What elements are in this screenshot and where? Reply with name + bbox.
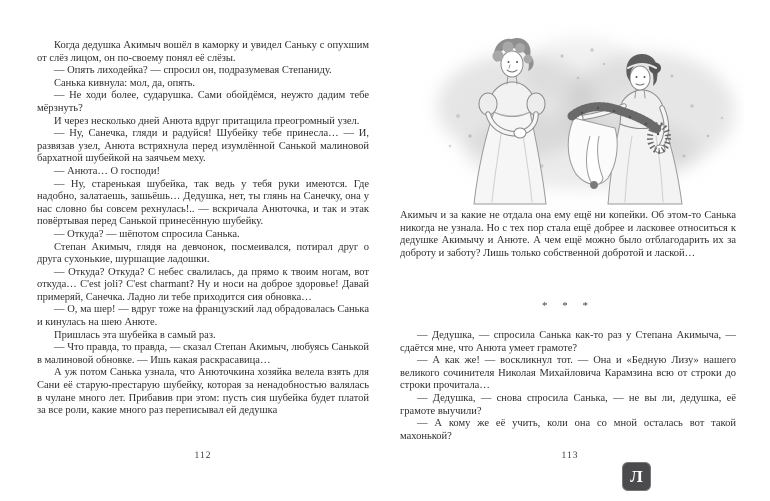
paragraph: Санька кивнула: мол, да, опять. bbox=[54, 77, 196, 89]
section-separator: * * * bbox=[542, 300, 594, 312]
paragraph: — Анюта… О господи! bbox=[54, 165, 160, 177]
paragraph: — Что правда, то правда, — сказал Степан Акимыч, любуясь Санькой в малиновой обновке. — Ишь какая раскрасавица… bbox=[37, 342, 369, 366]
watermark-logo bbox=[622, 462, 651, 491]
paragraph: Степан Акимыч, глядя на девчонок, посмеивался, потирал друг о друга сухонькие, шуршащие ладошки. bbox=[37, 241, 369, 266]
paragraph: — Дедушка, — снова спросила Санька, — не вы ли, дедушка, её грамоте выучили? bbox=[400, 392, 736, 417]
right-page-text-bottom bbox=[400, 330, 736, 443]
paragraph: А уж потом Санька узнала, что Анюточкина хозяйка велела взять для Сани её старую-престарую шубейку, которая за ненадобностью валялась в чулане много лет. Прибавив при этом: пусть сия шубейка будет платой за все роли, какие много раз переписывал ей дедушка bbox=[37, 367, 369, 417]
paragraph: — О, ма шер! — вдруг тоже на французский лад обрадовалась Санька и кинулась на шею Анюте. bbox=[37, 304, 369, 329]
paragraph: — Не ходи более, сударушка. Сами обойдёмся, неужто дадим тебе мёрзнуть? bbox=[37, 90, 369, 114]
page-number: 112 bbox=[194, 451, 212, 461]
paragraph: — Откуда? — шёпотом спросила Санька. bbox=[54, 228, 240, 240]
book-illustration bbox=[422, 16, 744, 208]
paragraph: — А кому же её учить, коли она со мной осталась вот такой махонькой? bbox=[400, 418, 736, 442]
paragraph: — Дедушка, — спросила Санька как-то раз у Степана Акимыча, — сдаётся мне, что Анюта умеет грамоте? bbox=[400, 330, 736, 354]
paragraph: — Ну, Санечка, гляди и радуйся! Шубейку тебе принесла… — И, развязав узел, Анюта встряхнула перед изумлённой Санькой малиновой бархатной шубейкой на заячьем меху. bbox=[37, 128, 369, 165]
paragraph: — Ну, старенькая шубейка, так ведь у тебя руки имеются. Где надобно, залатаешь, зашьёшь… Дедушка, нет, ты глянь на Санечку, она у нас словно бы совсем рехнулась!.. — вскричала Анюточка, и так и этак повёртывая перед Санькой принесённую шубейку. bbox=[37, 178, 369, 228]
paragraph: Пришлась эта шубейка в самый раз. bbox=[54, 329, 216, 341]
paragraph: И через несколько дней Анюта вдруг притащила преогромный узел. bbox=[54, 115, 360, 127]
paragraph: Когда дедушка Акимыч вошёл в каморку и увидел Саньку с опухшим от слёз лицом, он по-своему понял её слёзы. bbox=[37, 40, 369, 64]
right-page-text-top bbox=[400, 210, 736, 260]
paragraph: — Откуда? Откуда? С небес свалилась, да прямо к твоим ногам, вот откуда… C'est joli? C'est charmant? Ну и носи на доброе здоровье! Давай примеряй, Санечка. Ладно ли тебе приходится сия обновка… bbox=[37, 266, 369, 303]
paragraph: — Опять лиходейка? — спросил он, подразумевая Степаниду. bbox=[54, 65, 332, 77]
paragraph: — А как же! — воскликнул тот. — Она и «Бедную Лизу» нашего великого сочинителя Николая Михайловича Карамзина всю от строки до строки прочитала… bbox=[400, 355, 736, 392]
watermark-letter: Л bbox=[630, 467, 643, 486]
paragraph: Акимыч и за какие не отдала она ему ещё ни копейки. Об этом-то Санька никогда не узнала. Но с тех пор стала ещё добрее и ласковее относиться к дедушке Акимычу и Анюте. А чем ещё можно было отблагодарить их за доброту и заботу? Лишь только собственной добротой и лаской… bbox=[400, 210, 736, 259]
left-page-text bbox=[37, 40, 369, 418]
page-number: 113 bbox=[561, 451, 579, 461]
